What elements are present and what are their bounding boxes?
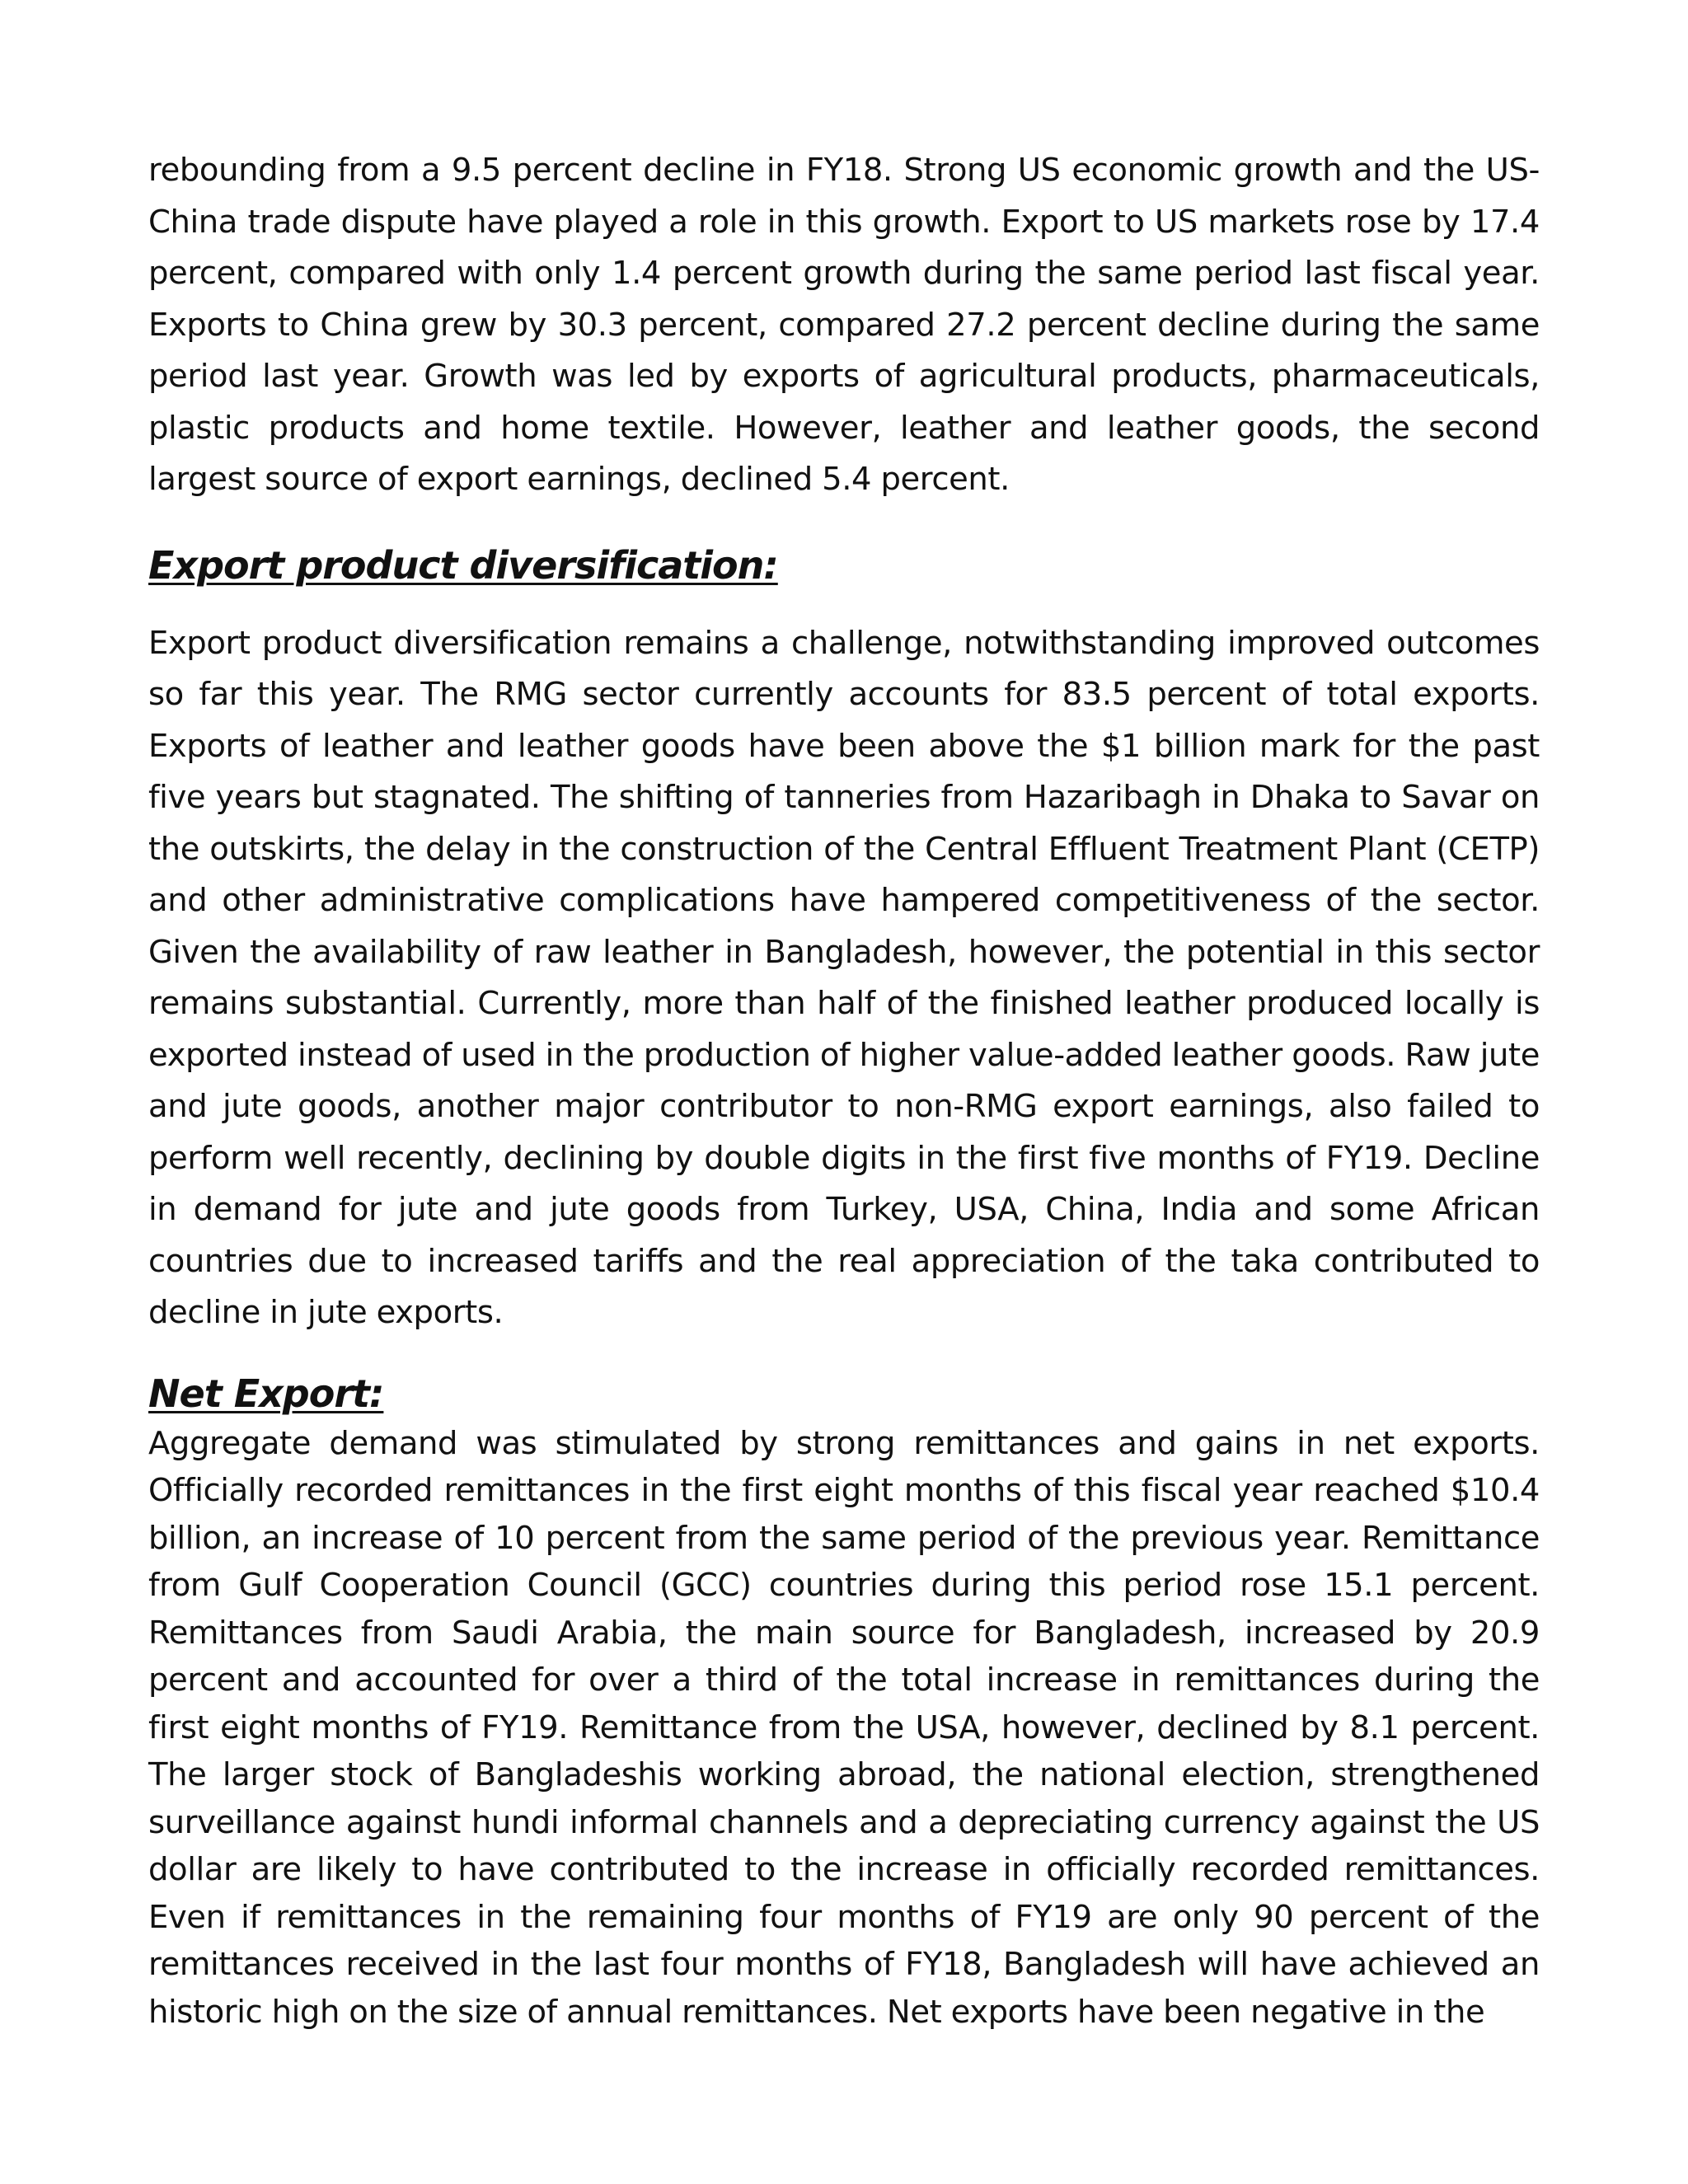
paragraph-export-diversification: Export product diversification remains a challenge, notwithstanding improved outcomes so far this year. The RMG sector currently accounts for 83.5 percent of total exports. Exports of leather and leather goods have been above the $1 billion mark for the past five years but stagnated. The shifting of tanneries from Hazaribagh in Dhaka to Savar on the outskirts, the delay in the construction of the Central Effluent Treatment Plant (CETP) and other administrative complications have hampered competitiveness of the sector. Given the availability of raw leather in Bangladesh, however, the potential in this sector remains substantial. Currently, more than half of the finished leather produced locally is exported instead of used in the production of higher value-added leather goods. Raw jute and jute goods, another major contributor to non-RMG export earnings, also failed to perform well recently, declining by double digits in the first five months of FY19. Decline in demand for jute and jute goods from Turkey, USA, China, India and some African countries due to increased tariffs and the real appreciation of the taka contributed to decline in jute exports. [148, 624, 1540, 1331]
paragraph-export-growth: rebounding from a 9.5 percent decline in FY18. Strong US economic growth and the US-China trade dispute have played a role in this growth. Export to US markets rose by 17.4 percent, compared with only 1.4 percent growth during the same period last fiscal year. Exports to China grew by 30.3 percent, compared 27.2 percent decline during the same period last year. Growth was led by exports of agricultural products, pharmaceuticals, plastic products and home textile. However, leather and leather goods, the second largest source of export earnings, declined 5.4 percent. [148, 152, 1540, 498]
heading-export-product-diversification: Export product diversification: [148, 542, 778, 588]
page-content [148, 145, 1540, 2036]
heading-net-export: Net Export: [148, 1371, 384, 1416]
paragraph-net-export: Aggregate demand was stimulated by strong remittances and gains in net exports. Officially recorded remittances in the first eight months of this fiscal year reached $10.4 billion, an increase of 10 percent from the same period of the previous year. Remittance from Gulf Cooperation Council (GCC) countries during this period rose 15.1 percent. Remittances from Saudi Arabia, the main source for Bangladesh, increased by 20.9 percent and accounted for over a third of the total increase in remittances during the first eight months of FY19. Remittance from the USA, however, declined by 8.1 percent. The larger stock of Bangladeshis working abroad, the national election, strengthened surveillance against hundi informal channels and a depreciating currency against the US dollar are likely to have contributed to the increase in officially recorded remittances. Even if remittances in the remaining four months of FY19 are only 90 percent of the remittances received in the last four months of FY18, Bangladesh will have achieved an historic high on the size of annual remittances. Net exports have been negative in the [148, 1424, 1540, 2031]
